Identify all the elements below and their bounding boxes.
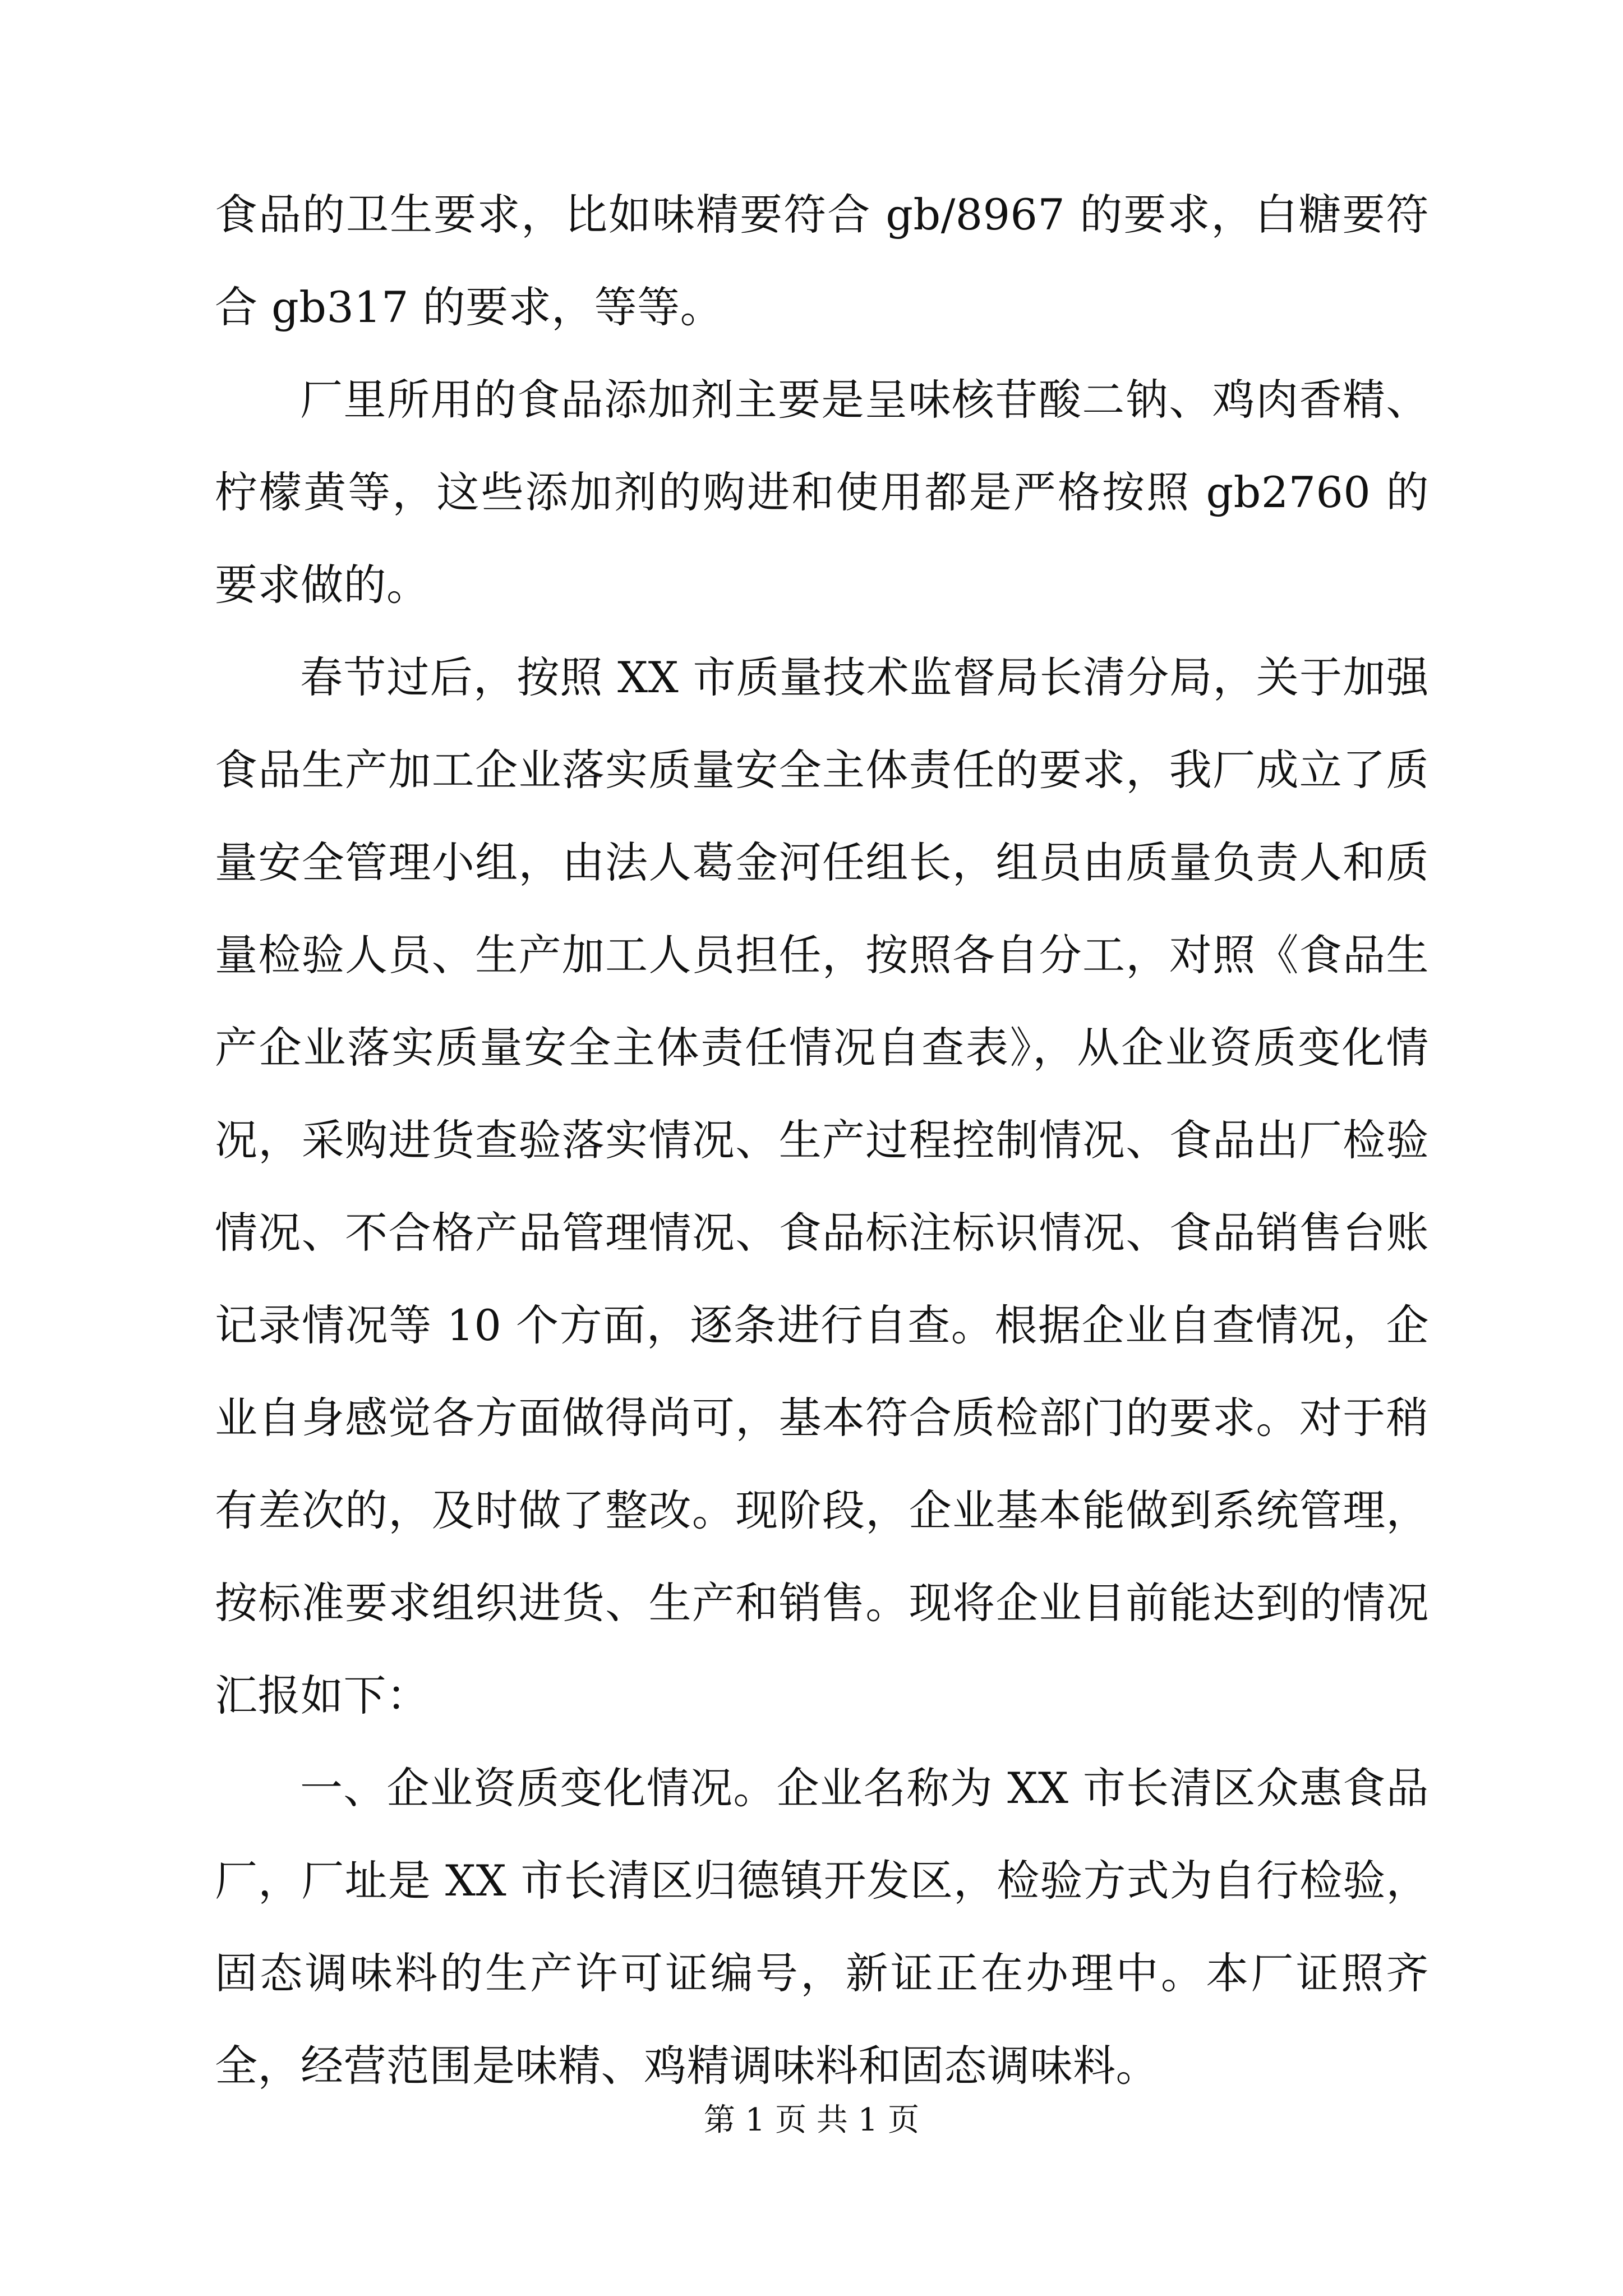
document-body bbox=[215, 168, 1429, 2112]
page-footer: 第 1 页 共 1 页 bbox=[703, 2102, 920, 2138]
paragraph-self-inspection: 春节过后，按照 XX 市质量技术监督局长清分局，关于加强食品生产加工企业落实质量安全主体责任的要求，我厂成立了质量安全管理小组，由法人葛金河任组长，组员由质量负责人和质量检验人员、生产加工人员担任，按照各自分工，对照《食品生产企业落实质量安全主体责任情况自查表》，从企业资质变化情况，采购进货查验落实情况、生产过程控制情况、食品出厂检验情况、不合格产品管理情况、食品标注标识情况、食品销售台账记录情况等 10 个方面，逐条进行自查。根据企业自查情况，企业自身感觉各方面做得尚可，基本符合质检部门的要求。对于稍有差次的，及时做了整改。现阶段，企业基本能做到系统管理，按标准要求组织进货、生产和销售。现将企业目前能达到的情况汇报如下： bbox=[215, 652, 1429, 1720]
paragraph-food-additives: 厂里所用的食品添加剂主要是呈味核苷酸二钠、鸡肉香精、柠檬黄等，这些添加剂的购进和使用都是严格按照 gb2760 的要求做的。 bbox=[215, 375, 1429, 610]
paragraph-continuation: 食品的卫生要求，比如味精要符合 gb/8967 的要求，白糖要符合 gb317 的要求，等等。 bbox=[215, 190, 1429, 332]
paragraph-enterprise-qualification: 一、企业资质变化情况。企业名称为 XX 市长清区众惠食品厂，厂址是 XX 市长清区归德镇开发区，检验方式为自行检验，固态调味料的生产许可证编号，新证正在办理中。本厂证照齐全，经营范围是味精、鸡精调味料和固态调味料。 bbox=[215, 1763, 1429, 2091]
